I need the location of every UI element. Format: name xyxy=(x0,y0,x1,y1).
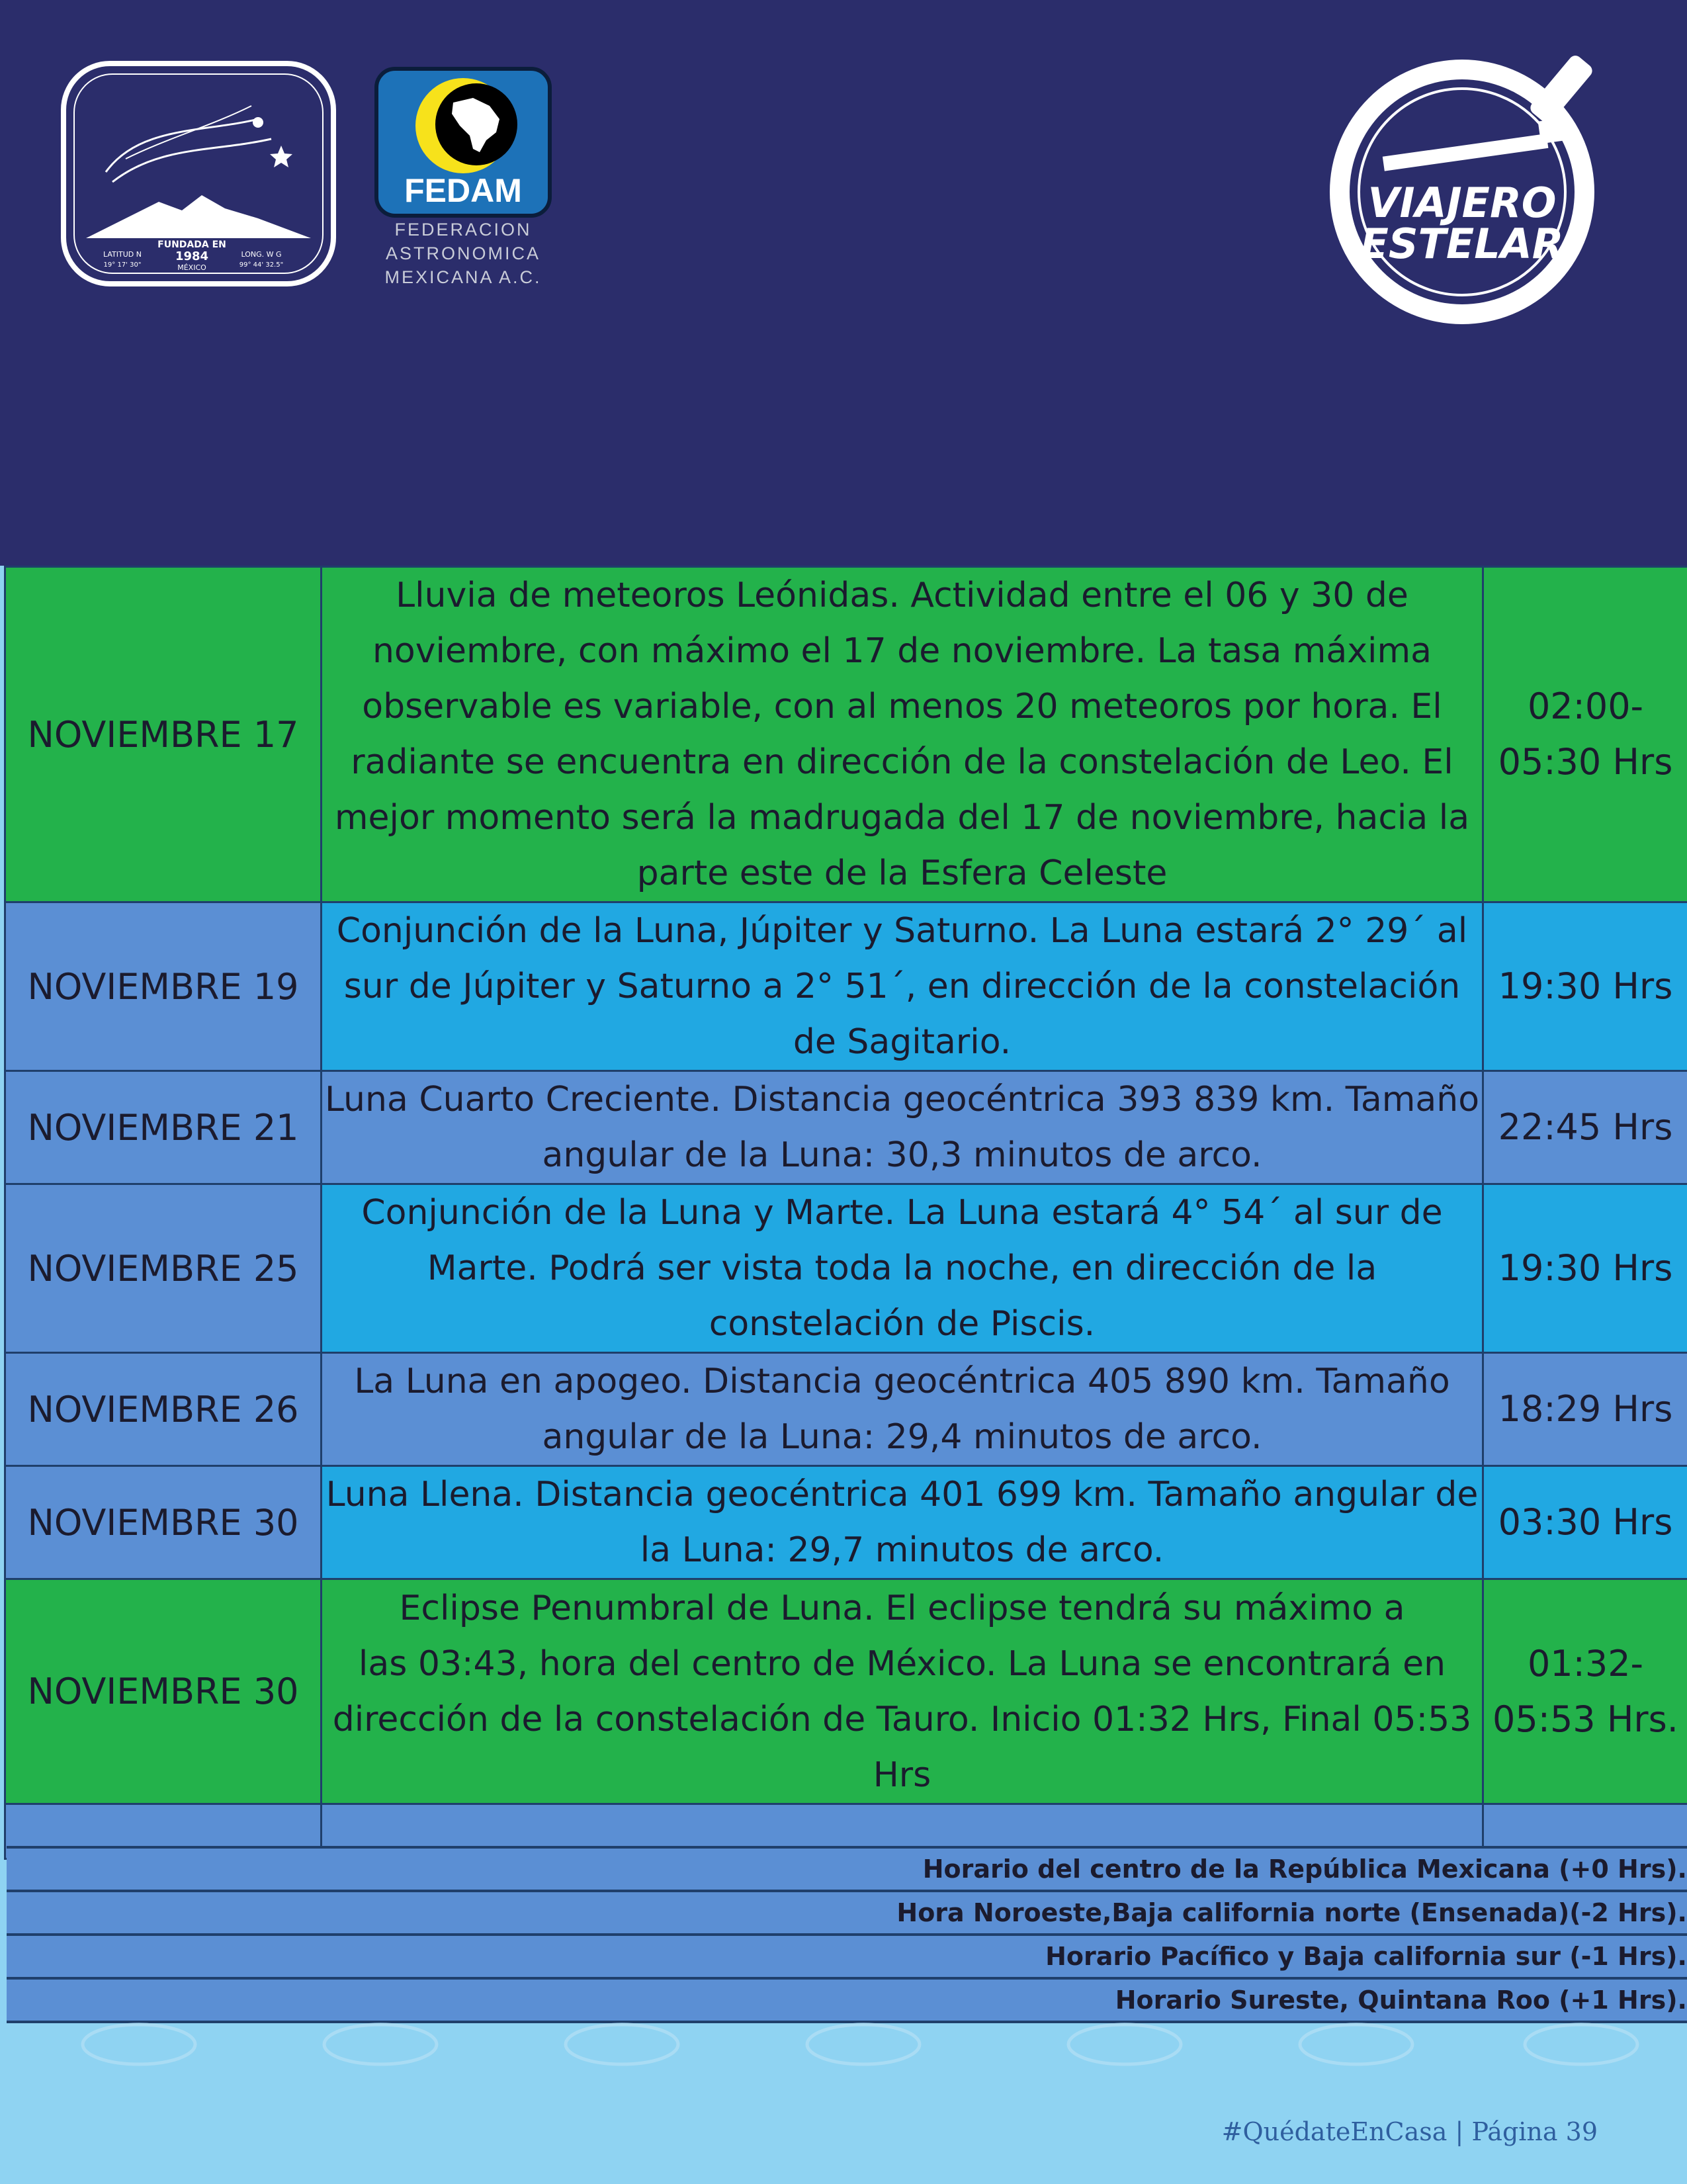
event-date: NOVIEMBRE 30 xyxy=(5,1466,322,1579)
description-line: noviembre, con máximo el 17 de noviembre. La tasa máxima xyxy=(372,631,1432,671)
timezone-note: Horario Sureste, Quintana Roo (+1 Hrs). xyxy=(7,1980,1687,2023)
description-line: angular de la Luna: 29,4 minutos de arco. xyxy=(542,1417,1262,1457)
event-description xyxy=(322,1353,1483,1466)
svg-text:VIAJERO: VIAJERO xyxy=(1367,179,1557,227)
avt-emblem-icon xyxy=(60,60,337,288)
svg-text:FEDAM: FEDAM xyxy=(404,172,522,209)
footer-hashtag: #QuédateEnCasa xyxy=(1221,2117,1448,2146)
event-date: NOVIEMBRE 25 xyxy=(5,1184,322,1353)
decorative-watermark-icons xyxy=(66,2015,1654,2074)
description-line: observable es variable, con al menos 20 meteoros por hora. El xyxy=(362,687,1442,726)
event-description xyxy=(322,1071,1483,1184)
timezone-notes xyxy=(7,1846,1687,2023)
event-description xyxy=(322,567,1483,902)
event-date: NOVIEMBRE 21 xyxy=(5,1071,322,1184)
event-date: NOVIEMBRE 17 xyxy=(5,567,322,902)
event-row xyxy=(5,902,1687,1071)
timezone-note: Hora Noroeste,Baja california norte (Ensenada)(-2 Hrs). xyxy=(7,1892,1687,1936)
description-line: la Luna: 29,7 minutos de arco. xyxy=(640,1530,1164,1570)
description-line: Marte. Podrá ser vista toda la noche, en dirección de la xyxy=(427,1248,1377,1288)
magnifier-telescope-icon xyxy=(1330,40,1634,337)
fedam-subtitle-line1: FEDERACION xyxy=(394,220,532,240)
event-description xyxy=(322,1466,1483,1579)
event-row xyxy=(5,1579,1687,1804)
svg-text:ESTELAR: ESTELAR xyxy=(1360,220,1564,268)
planet-watermark-icon xyxy=(566,2025,678,2064)
time-line: 05:30 Hrs xyxy=(1498,741,1673,783)
page-number: Página 39 xyxy=(1471,2117,1598,2146)
description-line: La Luna en apogeo. Distancia geocéntrica 405 890 km. Tamaño xyxy=(354,1362,1450,1401)
page-header xyxy=(0,0,1687,566)
svg-text:LATITUD N: LATITUD N xyxy=(103,250,142,259)
timezone-note: Horario Pacífico y Baja california sur (-1 Hrs). xyxy=(7,1936,1687,1980)
svg-text:1984: 1984 xyxy=(175,249,209,263)
avt-logo xyxy=(60,60,337,288)
description-line: Conjunción de la Luna, Júpiter y Saturno. La Luna estará 2° 29´ al xyxy=(336,911,1468,951)
viajero-estelar-logo xyxy=(1330,40,1634,337)
svg-text:MÉXICO: MÉXICO xyxy=(177,263,206,272)
page-footer xyxy=(1222,2117,1598,2146)
planet-watermark-icon xyxy=(83,2025,195,2064)
fedam-subtitle-line3: MEXICANA A.C. xyxy=(384,267,542,287)
event-row xyxy=(5,1071,1687,1184)
time-line: 03:30 Hrs xyxy=(1498,1501,1673,1543)
description-line: sur de Júpiter y Saturno a 2° 51´, en dirección de la constelación xyxy=(343,967,1461,1006)
description-line: Hrs xyxy=(873,1755,931,1795)
time-line: 05:53 Hrs. xyxy=(1492,1698,1678,1740)
description-line: de Sagitario. xyxy=(793,1022,1012,1062)
time-line: 18:29 Hrs xyxy=(1498,1388,1673,1430)
event-time xyxy=(1483,902,1687,1071)
event-date: NOVIEMBRE 26 xyxy=(5,1353,322,1466)
planet-watermark-icon xyxy=(1300,2025,1412,2064)
description-line: Luna Llena. Distancia geocéntrica 401 699 km. Tamaño angular de xyxy=(325,1475,1479,1514)
description-line: parte este de la Esfera Celeste xyxy=(636,853,1168,893)
event-date: NOVIEMBRE 30 xyxy=(5,1579,322,1804)
description-line: mejor momento será la madrugada del 17 de noviembre, hacia la xyxy=(334,798,1470,838)
event-time xyxy=(1483,1466,1687,1579)
planet-watermark-icon xyxy=(324,2025,437,2064)
time-line: 01:32- xyxy=(1527,1642,1644,1684)
event-row xyxy=(5,1353,1687,1466)
fedam-emblem-icon xyxy=(374,66,552,218)
event-date: NOVIEMBRE 19 xyxy=(5,902,322,1071)
event-row xyxy=(5,1184,1687,1353)
planet-watermark-icon xyxy=(1525,2025,1637,2064)
fedam-subtitle-line2: ASTRONOMICA xyxy=(385,243,541,263)
event-row xyxy=(5,1466,1687,1579)
description-line: angular de la Luna: 30,3 minutos de arco. xyxy=(542,1135,1262,1175)
event-time xyxy=(1483,1184,1687,1353)
event-description xyxy=(322,1579,1483,1804)
event-time xyxy=(1483,1071,1687,1184)
footer-separator: | xyxy=(1455,2117,1464,2146)
svg-text:99° 44' 32.5": 99° 44' 32.5" xyxy=(239,261,284,269)
planet-watermark-icon xyxy=(1068,2025,1181,2064)
description-line: constelación de Piscis. xyxy=(709,1304,1096,1344)
fedam-logo xyxy=(374,66,552,291)
svg-text:LONG. W G: LONG. W G xyxy=(241,250,282,259)
description-line: dirección de la constelación de Tauro. Inicio 01:32 Hrs, Final 05:53 xyxy=(332,1699,1472,1739)
time-line: 22:45 Hrs xyxy=(1498,1106,1673,1148)
event-description xyxy=(322,1184,1483,1353)
description-line: Conjunción de la Luna y Marte. La Luna estará 4° 54´ al sur de xyxy=(361,1193,1443,1233)
description-line: Eclipse Penumbral de Luna. El eclipse tendrá su máximo a xyxy=(399,1588,1405,1628)
timezone-note: Horario del centro de la República Mexicana (+0 Hrs). xyxy=(7,1846,1687,1892)
event-time xyxy=(1483,567,1687,902)
description-line: las 03:43, hora del centro de México. La Luna se encontrará en xyxy=(358,1643,1446,1684)
svg-text:FUNDADA EN: FUNDADA EN xyxy=(157,240,226,250)
event-time xyxy=(1483,1353,1687,1466)
description-line: Lluvia de meteoros Leónidas. Actividad entre el 06 y 30 de xyxy=(396,576,1408,615)
event-row xyxy=(5,567,1687,902)
time-line: 19:30 Hrs xyxy=(1498,1247,1673,1289)
svg-text:19° 17' 30": 19° 17' 30" xyxy=(103,261,142,269)
time-line: 19:30 Hrs xyxy=(1498,965,1673,1007)
event-description xyxy=(322,902,1483,1071)
time-line: 02:00- xyxy=(1527,685,1644,727)
event-time xyxy=(1483,1579,1687,1804)
description-line: Luna Cuarto Creciente. Distancia geocéntrica 393 839 km. Tamaño xyxy=(324,1080,1480,1119)
events-table xyxy=(4,566,1687,1860)
description-line: radiante se encuentra en dirección de la constelación de Leo. El xyxy=(351,742,1453,782)
planet-watermark-icon xyxy=(807,2025,920,2064)
